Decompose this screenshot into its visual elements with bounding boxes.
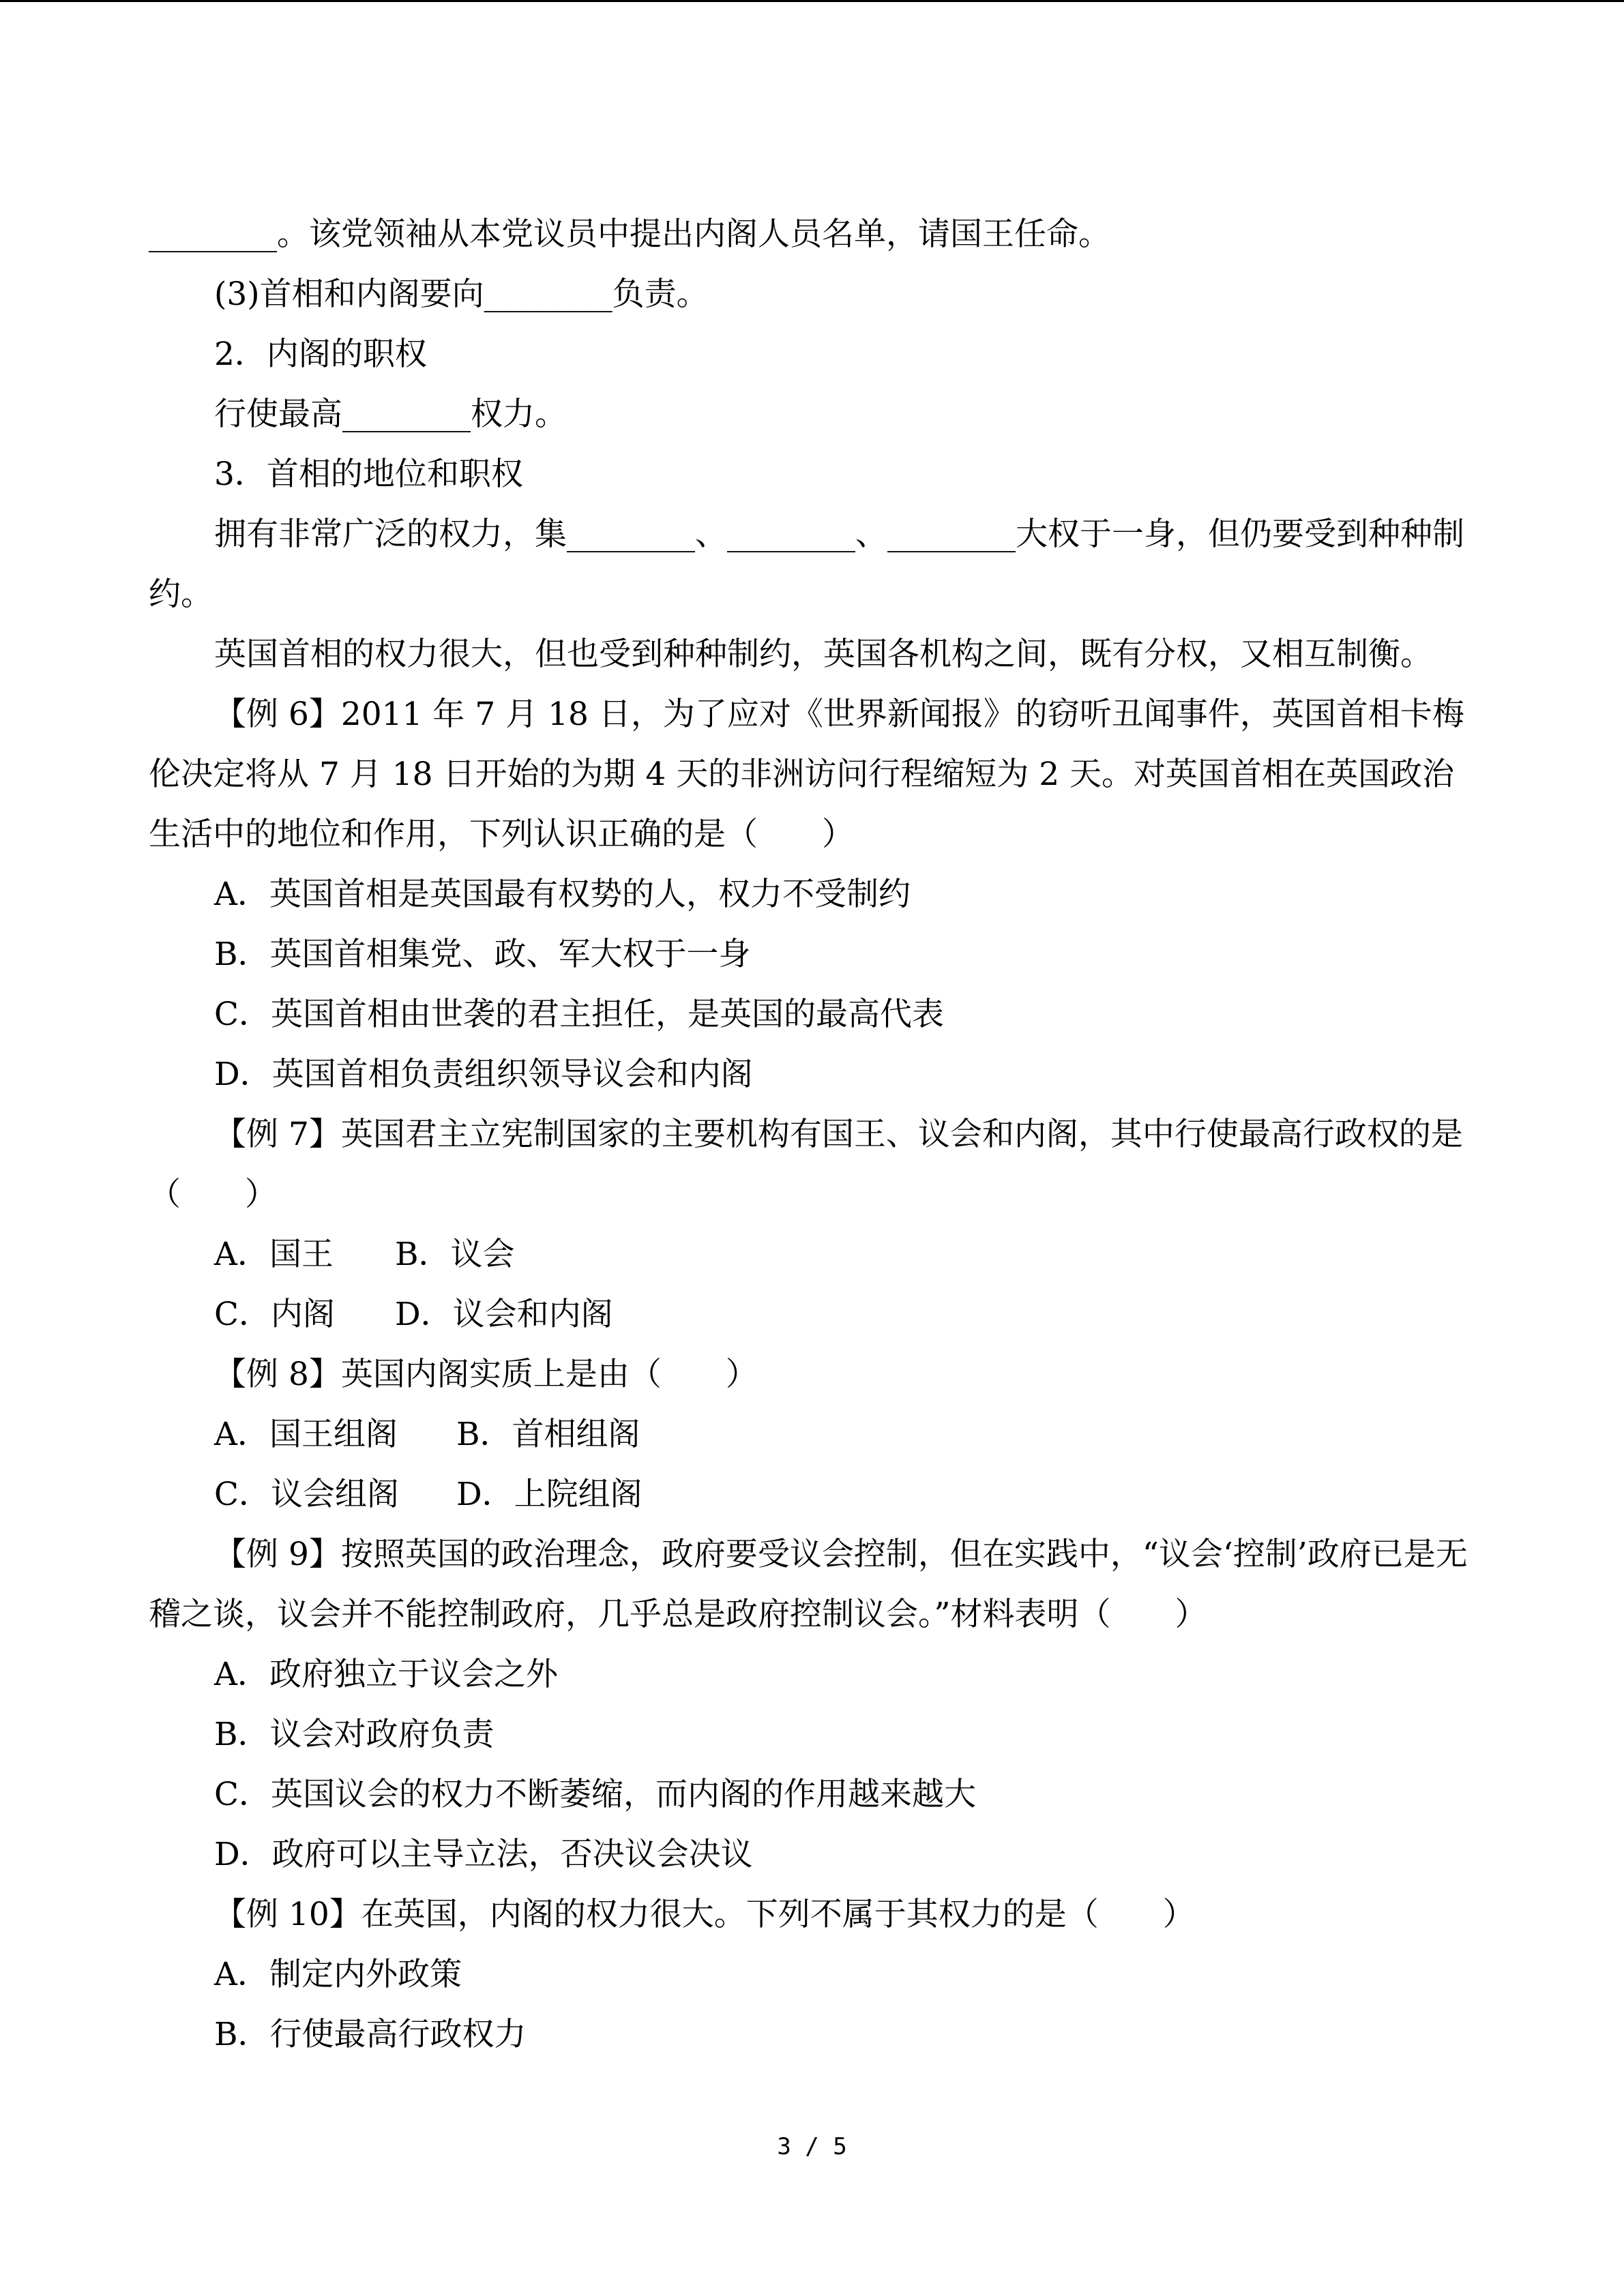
example-7-option-a: A．国王 <box>214 1236 334 1273</box>
example-9-option-d: D．政府可以主导立法，否决议会决议 <box>214 1836 753 1873</box>
example-6-option-d: D．英国首相负责组织领导议会和内阁 <box>214 1056 753 1093</box>
example-7-stem: 【例 7】英国君主立宪制国家的主要机构有国王、议会和内阁，其中行使最高行政权的是（ ） <box>149 1116 1463 1213</box>
section-heading-2: 2．内阁的职权 <box>214 336 427 373</box>
page-number: 3 / 5 <box>777 2133 847 2160</box>
example-9-option-c: C．英国议会的权力不断萎缩，而内阁的作用越来越大 <box>214 1776 976 1813</box>
example-9-option-a: A．政府独立于议会之外 <box>214 1656 558 1693</box>
text-line-4: 行使最高________权力。 <box>214 396 567 433</box>
example-9-option-b: B．议会对政府负责 <box>214 1716 494 1753</box>
text-line-7: 英国首相的权力很大，但也受到种种制约，英国各机构之间，既有分权，又相互制衡。 <box>214 636 1432 673</box>
section-heading-3: 3．首相的地位和职权 <box>214 456 523 493</box>
example-7-option-b: B．议会 <box>395 1236 515 1273</box>
example-7-options-row-2 <box>149 1285 1475 1345</box>
example-10-stem: 【例 10】在英国，内阁的权力很大。下列不属于其权力的是（ ） <box>214 1896 1195 1933</box>
top-border-line <box>0 0 1624 2</box>
example-7-option-c: C．内阁 <box>214 1296 335 1333</box>
example-9-stem: 【例 9】按照英国的政治理念，政府要受议会控制，但在实践中，“议会‘控制’政府已是无稽之谈，议会并不能控制政府，几乎总是政府控制议会。”材料表明（ ） <box>149 1536 1468 1633</box>
page-body <box>149 205 1475 2065</box>
example-6-option-b: B．英国首相集党、政、军大权于一身 <box>214 936 751 973</box>
example-10-option-b: B．行使最高行政权力 <box>214 2016 527 2053</box>
example-8-stem: 【例 8】英国内阁实质上是由（ ） <box>214 1356 758 1393</box>
example-8-options-row-1 <box>149 1405 1475 1465</box>
example-8-option-a: A．国王组阁 <box>214 1416 398 1453</box>
text-line-6: 拥有非常广泛的权力，集________、________、________大权于一身，但仍要受到种种制约。 <box>149 516 1464 613</box>
example-6-option-c: C．英国首相由世袭的君主担任，是英国的最高代表 <box>214 996 944 1033</box>
example-7-options-row-1 <box>149 1225 1475 1285</box>
example-8-option-b: B．首相组阁 <box>456 1416 640 1453</box>
text-line-2: (3)首相和内阁要向________负责。 <box>214 275 709 313</box>
example-8-option-d: D．上院组阁 <box>456 1476 643 1513</box>
example-6-stem: 【例 6】2011 年 7 月 18 日，为了应对《世界新闻报》的窃听丑闻事件，英国首相卡梅伦决定将从 7 月 18 日开始的为期 4 天的非洲访问行程缩短为 2 天。对英国首相在英国政治生活中的地位和作用，下列认识正确的是（ ） <box>149 696 1464 853</box>
text-line-1: ________。该党领袖从本党议员中提出内阁人员名单，请国王任命。 <box>149 215 1110 253</box>
example-8-option-c: C．议会组阁 <box>214 1476 399 1513</box>
example-7-option-d: D．议会和内阁 <box>395 1296 613 1333</box>
example-8-options-row-2 <box>149 1465 1475 1525</box>
example-10-option-a: A．制定内外政策 <box>214 1956 462 1993</box>
example-6-option-a: A．英国首相是英国最有权势的人，权力不受制约 <box>214 876 911 913</box>
